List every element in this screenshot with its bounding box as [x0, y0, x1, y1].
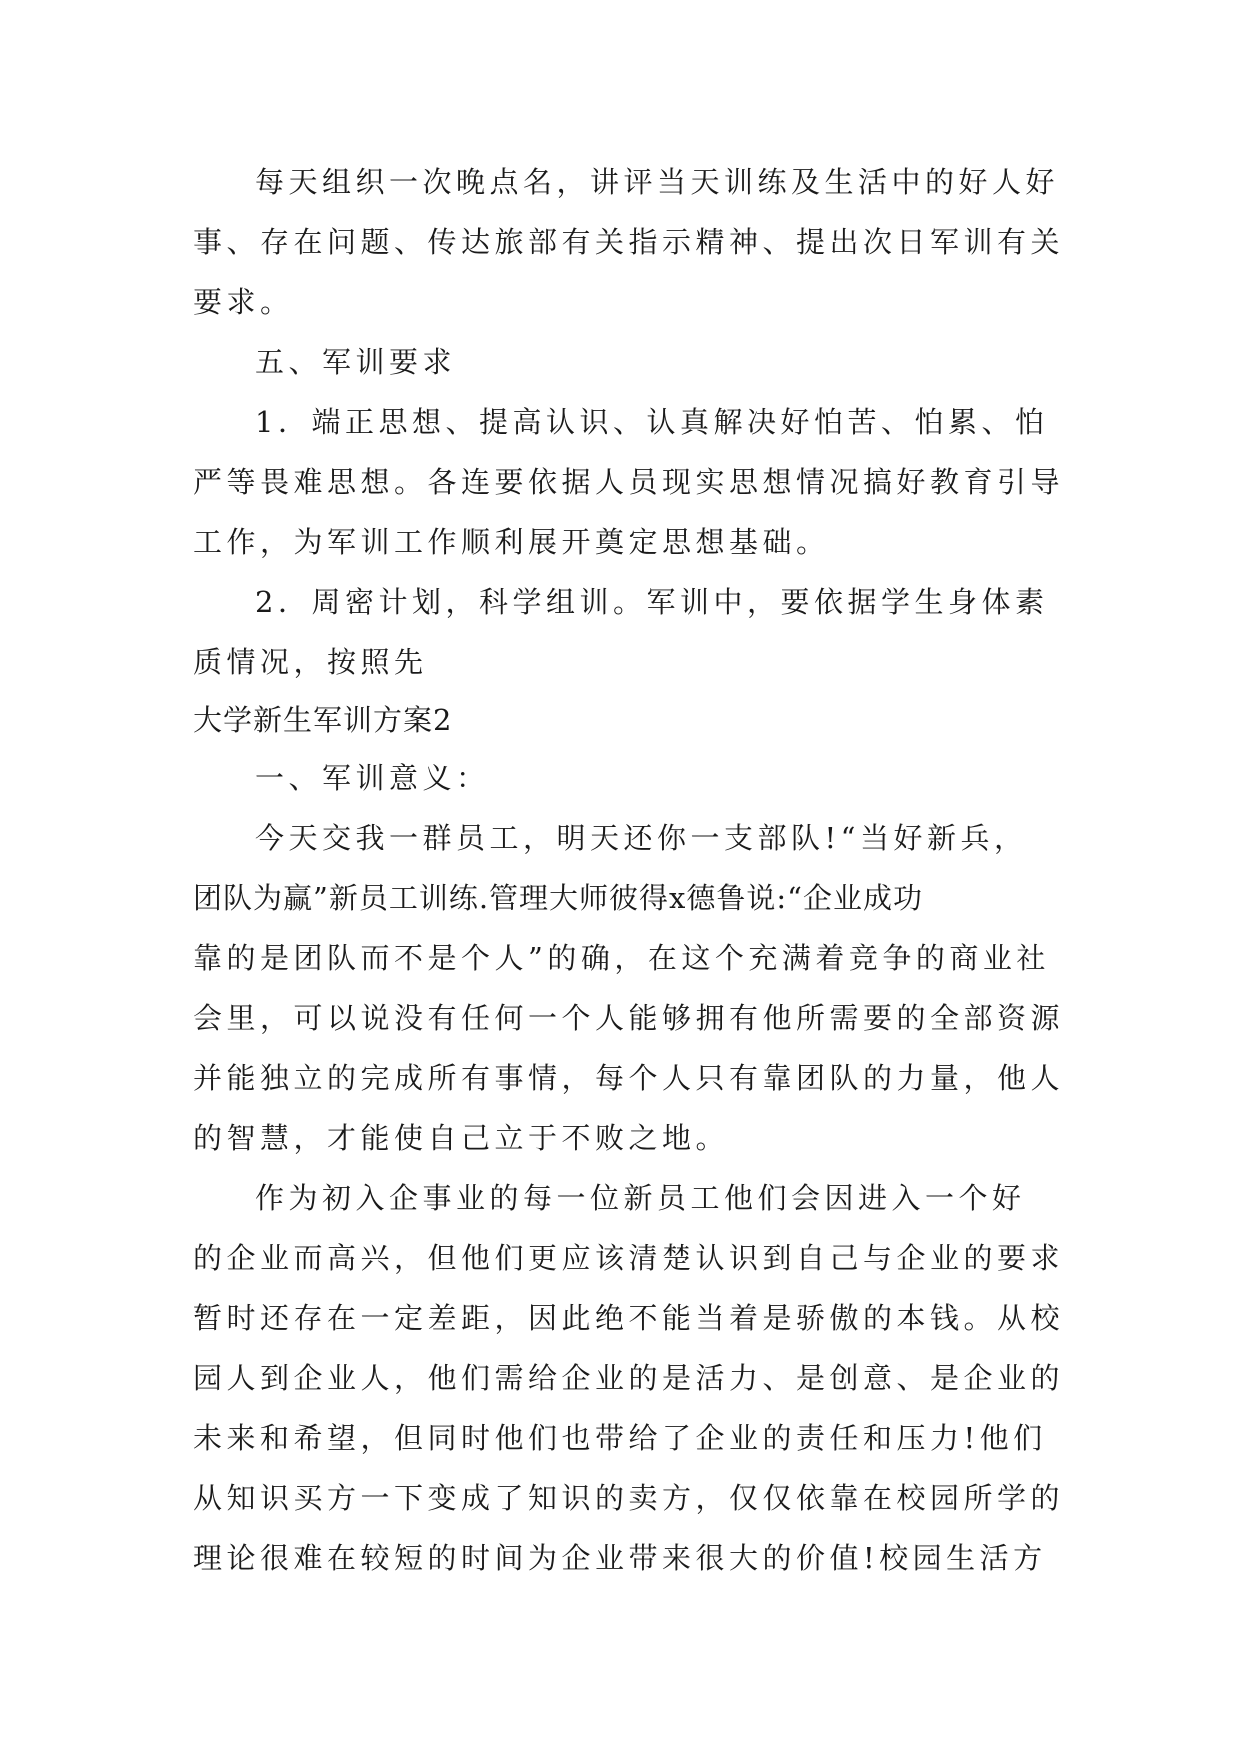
- paragraph-line: 每天组织一次晚点名，讲评当天训练及生活中的好人好: [255, 165, 1060, 199]
- paragraph-line: 质情况，按照先: [193, 645, 428, 679]
- paragraph-line: 从知识买方一下变成了知识的卖方，仅仅依靠在校园所学的: [193, 1481, 1065, 1515]
- paragraph-line: 要求。: [193, 285, 294, 319]
- paragraph-line: 2．周密计划，科学组训。军训中，要依据学生身体素: [255, 585, 1049, 619]
- paragraph-line: 园人到企业人，他们需给企业的是活力、是创意、是企业的: [193, 1361, 1065, 1395]
- paragraph-line: 并能独立的完成所有事情，每个人只有靠团队的力量，他人: [193, 1061, 1065, 1095]
- paragraph-line: 未来和希望，但同时他们也带给了企业的责任和压力!他们: [193, 1421, 1047, 1455]
- paragraph-line: 靠的是团队而不是个人”的确，在这个充满着竞争的商业社: [193, 941, 1050, 975]
- paragraph-line: 会里，可以说没有任何一个人能够拥有他所需要的全部资源: [193, 1001, 1065, 1035]
- document-title: 大学新生军训方案2: [193, 703, 453, 737]
- paragraph-line: 严等畏难思想。各连要依据人员现实思想情况搞好教育引导: [193, 465, 1065, 499]
- paragraph-line: 作为初入企事业的每一位新员工他们会因进入一个好: [255, 1181, 1026, 1215]
- paragraph-line: 1．端正思想、提高认识、认真解决好怕苦、怕累、怕: [255, 405, 1049, 439]
- paragraph-line: 的企业而高兴，但他们更应该清楚认识到自己与企业的要求: [193, 1241, 1065, 1275]
- paragraph-line: 暂时还存在一定差距，因此绝不能当着是骄傲的本钱。从校: [193, 1301, 1065, 1335]
- paragraph-line: 的智慧，才能使自己立于不败之地。: [193, 1121, 730, 1155]
- paragraph-line: 事、存在问题、传达旅部有关指示精神、提出次日军训有关: [193, 225, 1065, 259]
- paragraph-line: 工作，为军训工作顺利展开奠定思想基础。: [193, 525, 830, 559]
- section-heading: 五、军训要求: [255, 345, 457, 379]
- paragraph-line: 理论很难在较短的时间为企业带来很大的价值!校园生活方: [193, 1541, 1047, 1575]
- paragraph-line: 今天交我一群员工，明天还你一支部队!“当好新兵，: [255, 821, 1028, 855]
- paragraph-line: 团队为赢”新员工训练.管理大师彼得x德鲁说:“企业成功: [193, 881, 923, 915]
- section-heading: 一、军训意义：: [255, 761, 490, 795]
